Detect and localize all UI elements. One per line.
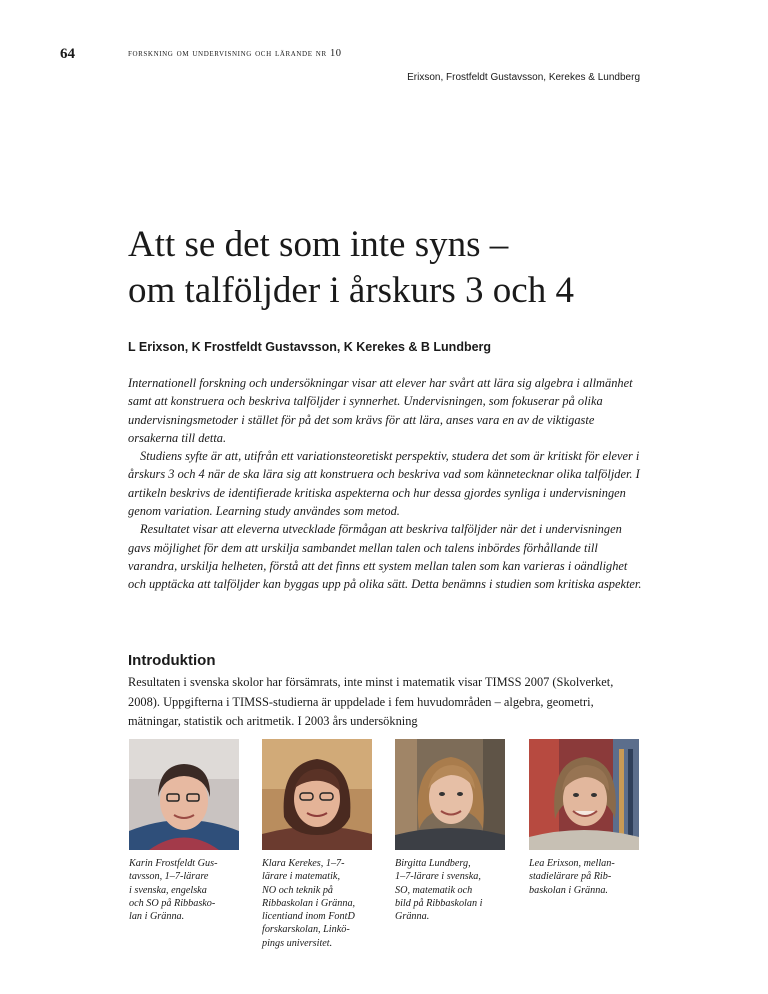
abstract-paragraph: Internationell forskning och undersökningar visar att elever har svårt att lära sig algebra i allmänhet samt att konstruera och beskriva talföljder i synnerhet. Undervisningen, som fokuserar på olika undervisningsmetoder i stället för på det som krävs för att lära, anses vara en av de viktigaste orsakerna till detta. [128, 376, 633, 445]
contributor-photo-lea [529, 739, 639, 850]
abstract [128, 374, 644, 594]
page-number: 64 [60, 46, 75, 62]
body-paragraph: Resultaten i svenska skolor har försämrats, inte minst i matematik visar TIMSS 2007 (Skolverket, 2008). Uppgifterna i TIMSS-studierna är uppdelade i fem huvudområden – algebra, geometri, mätningar, statistik och aritmetik. I 2003 års undersökning [128, 675, 614, 728]
photo-caption: Lea Erixson, mellan- stadielärare på Rib- baskolan i Gränna. [529, 858, 615, 896]
running-authors: Erixson, Frostfeldt Gustavsson, Kerekes & Lundberg [407, 72, 640, 83]
photo-caption: Klara Kerekes, 1–7- lärare i matematik, NO och teknik på Ribbaskolan i Gränna, licentiand inom FontD forskarskolan, Linkö- pings universitet. [262, 858, 356, 949]
abstract-paragraph: Resultatet visar att eleverna utvecklade förmågan att beskriva talföljder när det i undervisningen gavs möjlighet för dem att urskilja sambandet mellan talen och talens inbördes förhållande till varandra, urskilja helheten, förstå att det finns ett system mellan talen som kan varieras i oändlighet och upptäcka att talföljder kan byggas upp på olika sätt. Detta benämns i studien som kritiska aspekter. [128, 522, 642, 592]
contributor-photo-karin [129, 739, 239, 850]
introduction-body [128, 673, 644, 732]
section-heading-introduction: Introduktion [128, 652, 216, 669]
article-authors: L Erixson, K Frostfeldt Gustavsson, K Kerekes & B Lundberg [128, 340, 492, 354]
article-title [128, 222, 688, 314]
photo-caption: Birgitta Lundberg, 1–7-lärare i svenska, SO, matematik och bild på Ribbaskolan i Gränna. [395, 858, 483, 923]
abstract-paragraph: Studiens syfte är att, utifrån ett variationsteoretiskt perspektiv, studera det som är kritiskt för elever i årskurs 3 och 4 när de ska lära sig att konstruera och beskriva vad som kännetecknar olika talföljder. I artikeln beskrivs de identifierade kritiska aspekterna och hur dessa gjordes synliga i undervisningen genom variation. Learning study användes som metod. [128, 449, 640, 519]
contributor-photo-klara [262, 739, 372, 850]
title-line-1: Att se det som inte syns – [128, 224, 509, 265]
journal-series: forskning om undervisning och lärande nr 10 [128, 48, 342, 59]
contributor-photo-birgitta [395, 739, 505, 850]
title-line-2: om talföljder i årskurs 3 och 4 [128, 270, 574, 311]
photo-caption: Karin Frostfeldt Gus- tavsson, 1–7-lärare i svenska, engelska och SO på Ribbasko- lan i Gränna. [129, 858, 218, 923]
